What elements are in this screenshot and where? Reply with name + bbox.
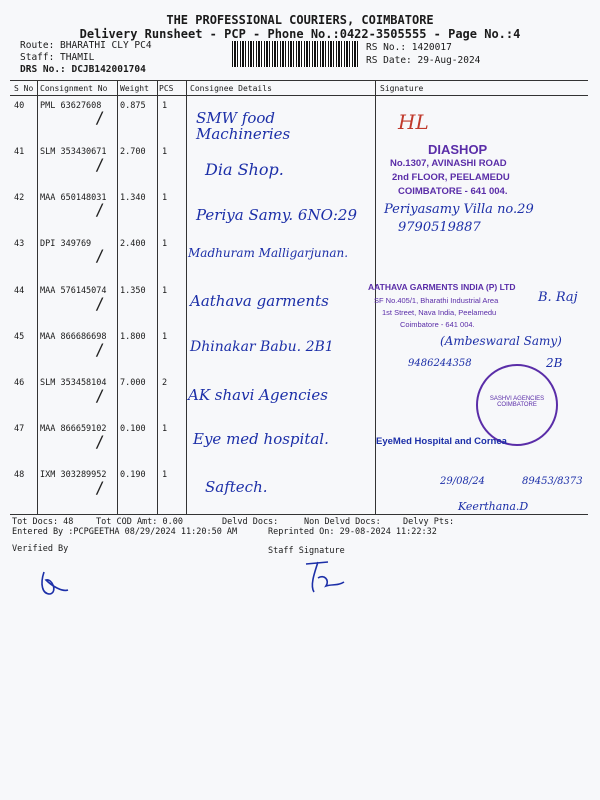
col-header-consignee: Consignee Details (190, 84, 272, 93)
eyemed-stamp: EyeMed Hospital and Cornea (376, 436, 507, 447)
signature-text: 2B (546, 356, 563, 370)
row-weight: 0.100 (120, 424, 146, 434)
signature-text: Periyasamy Villa no.29 (384, 202, 534, 217)
consignee-name: Dia Shop. (205, 160, 284, 179)
consignee-name: Aathava garments (190, 292, 329, 310)
reprinted-on: Reprinted On: 29-08-2024 11:22:32 (268, 527, 437, 537)
stamp-line: 1st Street, Nava India, Peelamedu (382, 308, 497, 317)
stamp-line: SASHVI AGENCIES COIMBATORE (489, 396, 545, 408)
row-weight: 7.000 (120, 378, 146, 388)
staff-label: Staff: THAMIL (20, 52, 95, 63)
stamp-line: 2nd FLOOR, PEELAMEDU (392, 172, 510, 183)
row-sno: 44 (14, 286, 25, 296)
row-consignment: MAA 866659102 (40, 424, 107, 434)
total-docs: Tot Docs: 48 (12, 517, 74, 527)
rs-number: RS No.: 1420017 (366, 42, 452, 53)
delivery-points: Delvy Pts: (403, 517, 455, 527)
row-weight: 0.875 (120, 101, 146, 111)
route-label: Route: BHARATHI CLY PC4 (20, 40, 152, 51)
row-pcs: 2 (162, 378, 168, 388)
row-sno: 47 (14, 424, 25, 434)
consignee-name: Madhuram Malligarjunan. (188, 246, 349, 260)
row-consignment: MAA 650148031 (40, 193, 107, 203)
row-sno: 43 (14, 239, 25, 249)
total-cod: Tot COD Amt: 0.00 (96, 517, 183, 527)
sashvi-stamp (476, 364, 558, 446)
row-weight: 1.800 (120, 332, 146, 342)
tick-mark: / (95, 478, 105, 497)
row-sno: 40 (14, 101, 25, 111)
row-sno: 45 (14, 332, 25, 342)
verified-by-label: Verified By (12, 544, 69, 554)
entered-by: Entered By :PCPGEETHA 08/29/2024 11:20:50 AM (12, 527, 238, 537)
row-weight: 1.350 (120, 286, 146, 296)
consignee-name: SMW food Machineries (196, 109, 291, 143)
column-divider (37, 80, 38, 514)
consignee-name: AK shavi Agencies (188, 386, 328, 404)
row-consignment: MAA 576145074 (40, 286, 107, 296)
barcode (232, 41, 360, 67)
row-sno: 41 (14, 147, 25, 157)
tick-mark: / (95, 294, 105, 313)
consignee-name: Dhinakar Babu. 2B1 (190, 339, 334, 355)
row-pcs: 1 (162, 147, 168, 157)
column-divider (186, 80, 187, 514)
signature-date: 29/08/24 (440, 476, 485, 487)
stamp-line: SF No.405/1, Bharathi Industrial Area (374, 296, 499, 305)
col-header-weight: Weight (120, 84, 149, 93)
consignee-name: Eye med hospital. (193, 430, 329, 448)
column-divider (117, 80, 118, 514)
row-consignment: SLM 353430671 (40, 147, 107, 157)
signature-mark: HL (398, 110, 429, 134)
signature-text: B. Raj (538, 290, 578, 305)
tick-mark: / (95, 340, 105, 359)
staff-signature (300, 556, 350, 596)
rs-date: RS Date: 29-Aug-2024 (366, 55, 481, 66)
non-delivered-docs: Non Delvd Docs: (304, 517, 381, 527)
tick-mark: / (95, 200, 105, 219)
row-sno: 42 (14, 193, 25, 203)
stamp-line: AATHAVA GARMENTS INDIA (P) LTD (368, 282, 516, 292)
row-consignment: SLM 353458104 (40, 378, 107, 388)
row-consignment: IXM 303289952 (40, 470, 107, 480)
tick-mark: / (95, 246, 105, 265)
table-header-border (10, 95, 588, 96)
row-weight: 1.340 (120, 193, 146, 203)
signature-phone: 9790519887 (398, 220, 481, 235)
drs-number: DRS No.: DCJB142001704 (20, 64, 146, 75)
row-pcs: 1 (162, 101, 168, 111)
signature-phone: 9486244358 (408, 358, 472, 369)
signature-phone: 89453/8373 (522, 476, 583, 487)
tick-mark: / (95, 108, 105, 127)
row-pcs: 1 (162, 286, 168, 296)
consignee-name: Periya Samy. 6NO:29 (196, 206, 358, 224)
tick-mark: / (95, 155, 105, 174)
row-pcs: 1 (162, 239, 168, 249)
stamp-line: Coimbatore - 641 004. (400, 320, 475, 329)
row-weight: 2.400 (120, 239, 146, 249)
row-sno: 46 (14, 378, 25, 388)
signature-text: (Ambeswaral Samy) (440, 334, 562, 348)
staff-signature-label: Staff Signature (268, 546, 345, 556)
consignee-name: Saftech. (205, 478, 268, 496)
col-header-pcs: PCS (159, 84, 174, 93)
tick-mark: / (95, 432, 105, 451)
stamp-line: COIMBATORE - 641 004. (398, 186, 508, 197)
row-pcs: 1 (162, 424, 168, 434)
page-title: THE PROFESSIONAL COURIERS, COIMBATORE (166, 13, 434, 27)
col-header-consignment: Consignment No (40, 84, 108, 93)
col-header-sno: S No (14, 84, 34, 93)
verified-signature (36, 566, 76, 600)
page-subtitle: Delivery Runsheet - PCP - Phone No.:0422-3505555 - Page No.:4 (79, 27, 521, 41)
row-weight: 0.190 (120, 470, 146, 480)
column-divider (157, 80, 158, 514)
row-weight: 2.700 (120, 147, 146, 157)
table-top-border (10, 80, 588, 81)
row-consignment: MAA 866686698 (40, 332, 107, 342)
row-sno: 48 (14, 470, 25, 480)
stamp-line: DIASHOP (428, 142, 488, 157)
signature-text: Keerthana.D (458, 500, 529, 513)
delivered-docs: Delvd Docs: (222, 517, 279, 527)
table-bottom-border (10, 514, 588, 515)
col-header-signature: Signature (380, 84, 424, 93)
tick-mark: / (95, 386, 105, 405)
stamp-line: No.1307, AVINASHI ROAD (390, 158, 507, 169)
row-pcs: 1 (162, 470, 168, 480)
row-consignment: PML 63627608 (40, 101, 102, 111)
row-pcs: 1 (162, 332, 168, 342)
row-consignment: DPI 349769 (40, 239, 92, 249)
row-pcs: 1 (162, 193, 168, 203)
